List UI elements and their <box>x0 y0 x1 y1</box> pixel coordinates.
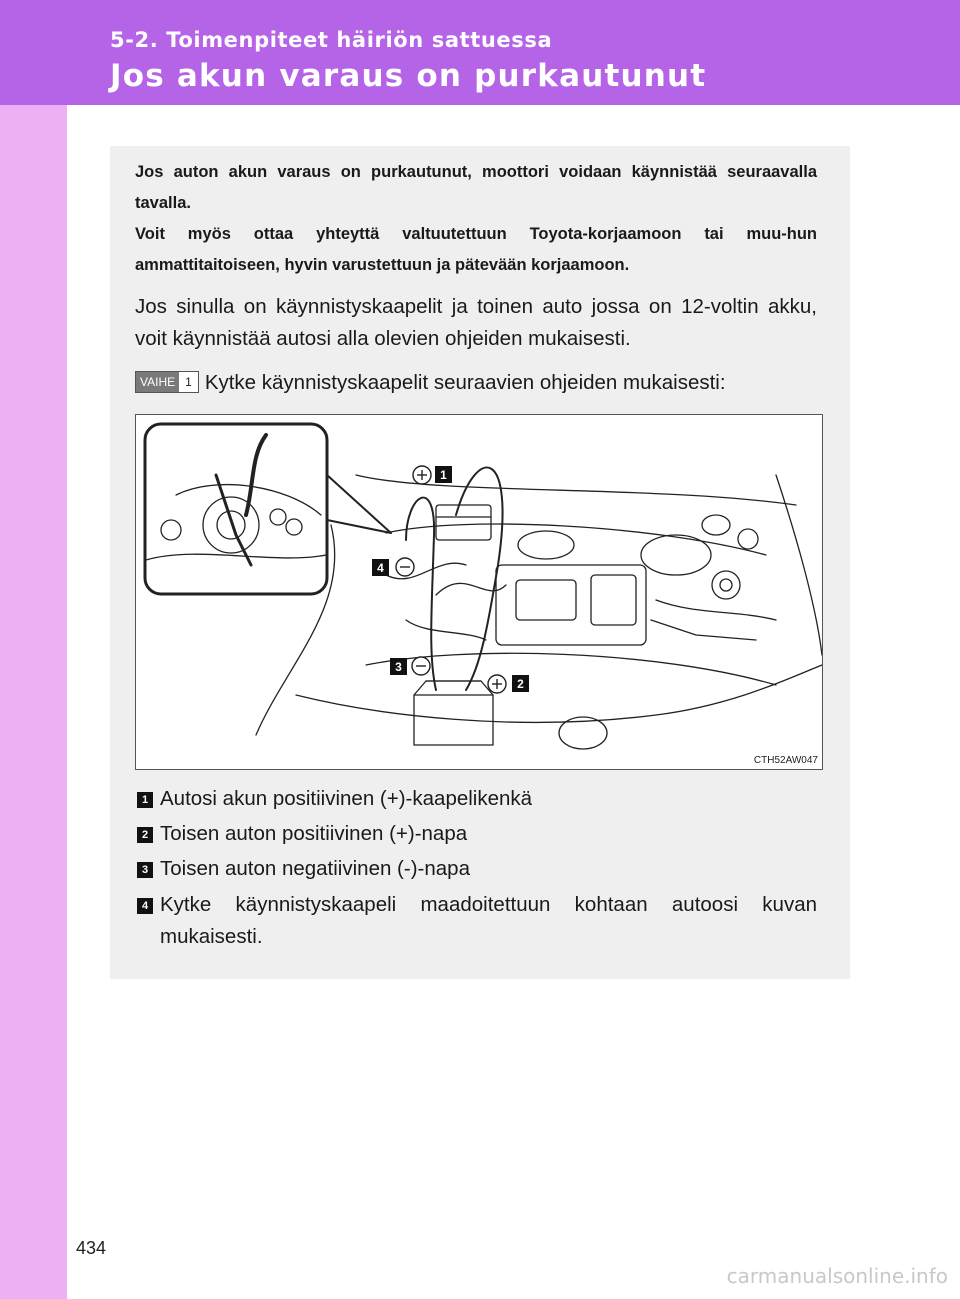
engine-bay-drawing <box>136 415 822 769</box>
step-badge-number: 1 <box>179 372 198 392</box>
legend-marker-3: 3 <box>137 862 153 878</box>
jump-start-illustration <box>135 414 823 770</box>
legend-item-2 <box>137 818 817 850</box>
red-cable <box>456 468 503 690</box>
hood-right-line <box>776 475 822 655</box>
legend-marker-4: 4 <box>137 898 153 914</box>
svg-text:4: 4 <box>377 561 384 575</box>
figure-code: CTH52AW047 <box>753 755 818 766</box>
svg-text:2: 2 <box>517 677 524 691</box>
step-text: Kytke käynnistyskaapelit seuraavien ohjeiden mukaisesti: <box>204 371 726 394</box>
step-badge-word: VAIHE <box>136 372 179 392</box>
page-number: 434 <box>76 1238 107 1258</box>
legend-text-4: Kytke käynnistyskaapeli maadoitettuun kohtaan autoosi kuvan mukaisesti. <box>160 893 817 948</box>
page-header <box>0 0 960 105</box>
legend-marker-2: 2 <box>137 827 153 843</box>
callout-2 <box>488 675 529 693</box>
intro-paragraph-2: Voit myös ottaa yhteyttä valtuutettuun Toyota-korjaamoon tai muu-hun ammattitaitoiseen, hyvin varustettuun ja pätevään korjaamoon. <box>135 225 817 274</box>
left-margin-strip <box>0 0 67 1299</box>
callout-1 <box>413 466 452 484</box>
legend-text-1: Autosi akun positiivinen (+)-kaapelikenkä <box>160 787 533 810</box>
booster-battery <box>414 681 493 745</box>
intro-text <box>135 157 817 281</box>
step-1 <box>135 366 825 400</box>
legend-text-2: Toisen auton positiivinen (+)-napa <box>160 822 468 845</box>
callout-4 <box>372 558 414 576</box>
legend-item-3 <box>137 853 817 885</box>
legend-marker-1: 1 <box>137 792 153 808</box>
page-title: Jos akun varaus on purkautunut <box>110 58 707 94</box>
watermark: carmanualsonline.info <box>726 1264 948 1288</box>
callout-3 <box>390 657 430 675</box>
body-paragraph: Jos sinulla on käynnistyskaapelit ja toinen auto jossa on 12-voltin akku, voit käynnistää autosi alla olevien ohjeiden mukaisesti. <box>135 295 817 350</box>
legend-item-1 <box>137 783 817 815</box>
section-label: 5-2. Toimenpiteet häiriön sattuessa <box>110 28 553 52</box>
engine-block <box>496 565 646 645</box>
legend-item-4 <box>137 889 817 953</box>
inset-detail <box>145 424 327 594</box>
svg-text:1: 1 <box>440 468 447 482</box>
svg-text:3: 3 <box>395 660 402 674</box>
step-badge <box>135 371 199 393</box>
own-car-battery <box>436 505 491 540</box>
legend-text-3: Toisen auton negatiivinen (-)-napa <box>160 857 470 880</box>
intro-paragraph-1: Jos auton akun varaus on purkautunut, moottori voidaan käynnistää seuraavalla tavalla. <box>135 163 817 212</box>
hood-left-line <box>256 525 335 735</box>
